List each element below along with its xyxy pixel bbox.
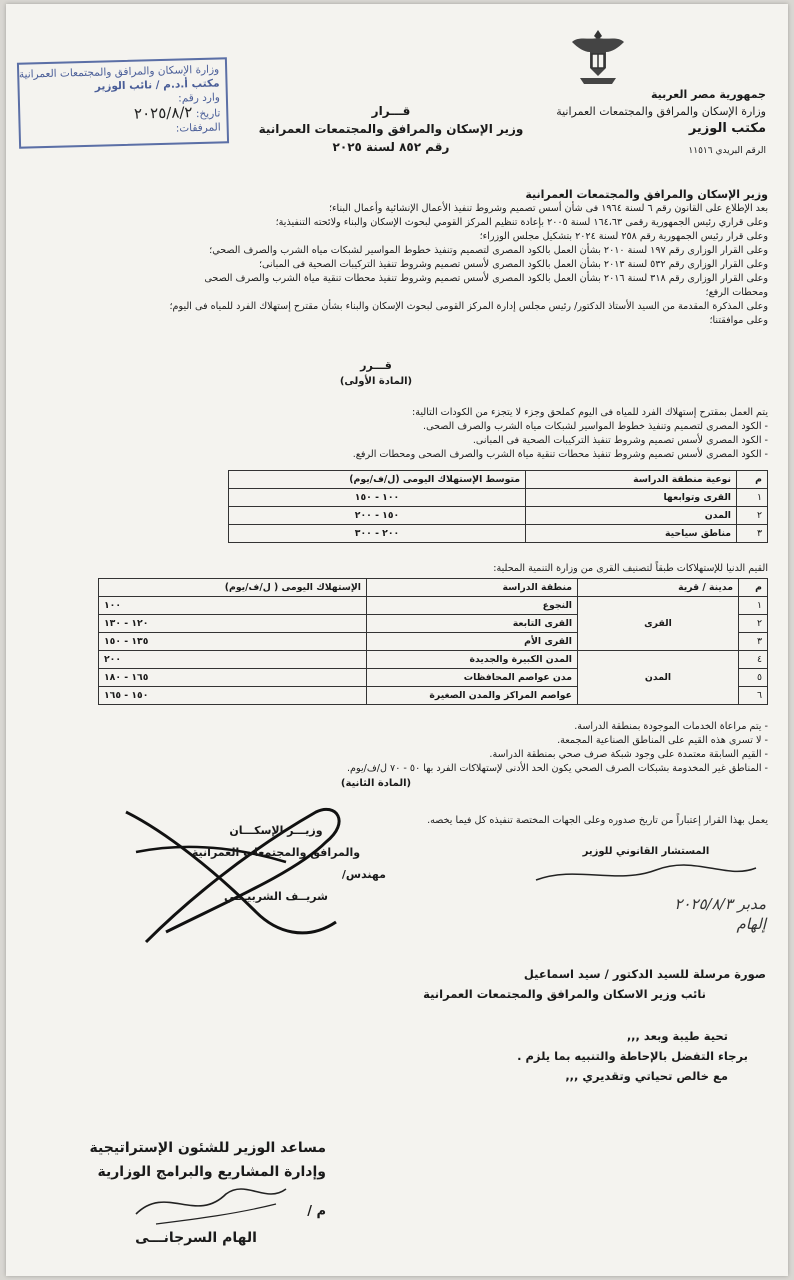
article1-body: [18, 406, 768, 462]
table-cell: القرى وتوابعها: [526, 489, 737, 507]
sender-prefix: م /: [307, 1204, 326, 1219]
table-header: منطقة الدراسة: [367, 579, 578, 597]
table-cell: ٥: [739, 669, 768, 687]
greeting: تحية طيبة وبعد ,,,: [626, 1029, 728, 1043]
engineer-prefix: مهندس/: [341, 868, 386, 881]
preamble-line: وعلى المذكرة المقدمة من السيد الأستاذ الدكتور/ رئيس مجلس إدارة المركز القومى لبحوث الإسكان والبناء بشأن مقترح إستهلاك الفرد للمياه فى اليوم؛: [169, 301, 768, 312]
incoming-stamp: [17, 57, 229, 148]
ministry-name: وزارة الإسكان والمرافق والمجتمعات العمرانية: [556, 105, 766, 118]
cover-copy-block: [423, 964, 766, 1004]
table-cell: مناطق سياحية: [526, 525, 737, 543]
article2-text: يعمل بهذا القرار إعتباراً من تاريخ صدوره وعلى الجهات المختصة تنفيذه كل فيما يخصه.: [427, 815, 768, 826]
regards: مع خالص تحياتي وتقديري ,,,: [565, 1069, 728, 1083]
document-page: [6, 4, 788, 1276]
handwritten-line: إلهام: [736, 915, 766, 933]
table-cell: المدن: [526, 507, 737, 525]
note-item: - القيم السابقة معتمدة على وجود شبكة صرف صحي بمنطقة الدراسة.: [489, 749, 768, 760]
village-classification-table: [98, 578, 768, 705]
table-row: [99, 651, 768, 669]
preamble-line: وعلى القرار الوزارى رقم ٣١٨ لسنة ٢٠١٦ بشأن العمل بالكود المصرى لأسس تصميم وشروط تنفيذ محطات تنقية مياة الشرب والصرف الصحى: [204, 273, 768, 284]
minister-title: وزيـــر الإسكـــان: [229, 824, 323, 837]
table-cell: ١٢٠ - ١٣٠: [99, 615, 367, 633]
table-cell: ١٦٥ - ١٨٠: [99, 669, 367, 687]
preamble-line: وعلى قرار رئيس الجمهورية رقم ٢٥٨ لسنة ٢٠٢٤ بتشكيل مجلس الوزراء؛: [479, 231, 768, 242]
sender-title: مساعد الوزير للشئون الإستراتيجية: [89, 1140, 326, 1156]
preamble: [18, 188, 768, 328]
table-header: متوسط الإستهلاك اليومى (ل/ف/يوم): [229, 471, 526, 489]
decided-heading: قـــرر: [360, 359, 392, 372]
table-cell: القرى التابعة: [367, 615, 578, 633]
minister-title: والمرافق والمجتمعات العمرانية: [191, 846, 361, 859]
stamp-line: مكتب أ.د.م / نائب الوزير: [94, 77, 220, 93]
sender-title: وإدارة المشاريع والبرامج الوزارية: [97, 1164, 326, 1180]
table-cell: ٦: [739, 687, 768, 705]
advisor-signature-icon: [526, 860, 766, 890]
stamp-line: تاريخ:: [195, 107, 221, 121]
preamble-line: ومحطات الرفع؛: [705, 287, 768, 298]
table2-intro: القيم الدنيا للإستهلاكات طبقاً لتصنيف القرى من وزارة التنمية المحلية:: [493, 563, 768, 574]
stamp-line: وارد رقم:: [178, 91, 221, 105]
table-group-cell: المدن: [578, 651, 739, 705]
table-cell: ٢٠٠: [99, 651, 367, 669]
table-cell: مدن عواصم المحافظات: [367, 669, 578, 687]
cover-body: [517, 1026, 748, 1086]
table-header: نوعية منطقة الدراسة: [526, 471, 737, 489]
table-cell: ٣: [737, 525, 768, 543]
table-cell: ١: [739, 597, 768, 615]
table-cell: عواصم المراكز والمدن الصغيرة: [367, 687, 578, 705]
country-name: جمهورية مصر العربية: [651, 88, 766, 101]
note-item: - لا تسرى هذه القيم على المناطق الصناعية المجمعة.: [557, 735, 768, 746]
letterhead: [556, 86, 766, 160]
copy-to: صورة مرسلة للسيد الدكتور / سيد اسماعيل: [523, 967, 766, 981]
table-header: م: [737, 471, 768, 489]
table-row: [99, 597, 768, 615]
preamble-line: وعلى القرار الوزارى رقم ١٩٧ لسنة ٢٠١٠ بشأن العمل بالكود المصرى لتصميم وتنفيذ خطوط المواسير لشبكات مياه الشرب والصرف الصحي؛: [209, 245, 768, 256]
postal-code: الرقم البريدي ١١٥١٦: [688, 146, 766, 156]
table-header: الإستهلاك اليومى ( ل/ف/يوم): [99, 579, 367, 597]
table-group-cell: القرى: [578, 597, 739, 651]
office-name: مكتب الوزير: [688, 121, 766, 136]
table-header: مدينة / قرية: [578, 579, 739, 597]
handwritten-note: [566, 894, 766, 934]
stamp-date: ٢٠٢٥/٨/٢: [133, 103, 193, 123]
sender-signature-icon: [126, 1174, 296, 1234]
table-cell: النجوع: [367, 597, 578, 615]
table-cell: ١: [737, 489, 768, 507]
copy-title: نائب وزير الاسكان والمرافق والمجتمعات العمرانية: [423, 987, 706, 1001]
table-cell: ٢: [737, 507, 768, 525]
request: برجاء التفضل بالإحاطة والتنبيه بما يلزم .: [517, 1049, 748, 1063]
table-row: [229, 507, 768, 525]
article1-title: (المادة الأولى): [339, 376, 413, 387]
stamp-line: المرفقات:: [175, 121, 221, 135]
handwritten-line: مدبر ٢٠٢٥/٨/٣: [674, 895, 766, 913]
consumption-table: [228, 470, 768, 543]
sender-name: الهام السرجانـــى: [135, 1230, 257, 1246]
preamble-line: وعلى القرار الوزارى رقم ٥٣٢ لسنة ٢٠١٣ بشأن العمل بالكود المصرى لأسس تصميم وشروط تنفيذ التركيبات الصحية فى المبانى؛: [258, 259, 768, 270]
code-item: - الكود المصرى لأسس تصميم وشروط تنفيذ التركيبات الصحية فى المبانى.: [472, 435, 768, 446]
notes: [18, 720, 768, 776]
table-cell: ١٠٠ - ١٥٠: [229, 489, 526, 507]
preamble-line: وعلى قراري رئيس الجمهورية رقمى ١٦٤،٦٣ لسنة ٢٠٠٥ بإعادة تنظيم المركز القومي لبحوث الإسكان والبناء ولائحته التنفيذية؛: [275, 217, 768, 228]
table-cell: المدن الكبيرة والجديدة: [367, 651, 578, 669]
table-row: [229, 525, 768, 543]
decree-label: قـــرار: [371, 104, 411, 118]
table-cell: ٤: [739, 651, 768, 669]
preamble-minister: وزير الإسكان والمرافق والمجتمعات العمرانية: [525, 188, 768, 201]
code-item: - الكود المصرى لتصميم وتنفيذ خطوط المواسير لشبكات مياه الشرب والصرف الصحى.: [423, 421, 768, 432]
table-row: [229, 489, 768, 507]
note-item: - المناطق غير المخدومة بشبكات الصرف الصحي يكون الحد الأدنى لإستهلاكات الفرد بها ٥٠ - ٧٠ ل/ف/يوم.: [347, 763, 768, 774]
table-cell: ١٥٠ - ٢٠٠: [229, 507, 526, 525]
table-header: م: [739, 579, 768, 597]
table-cell: ٣: [739, 633, 768, 651]
table-cell: ١٥٠ - ١٦٥: [99, 687, 367, 705]
stamp-line: وزارة الإسكان والمرافق والمجتمعات العمرانية: [18, 63, 220, 81]
preamble-line: بعد الإطلاع على القانون رقم ٦ لسنة ١٩٦٤ فى شأن أسس تصميم وشروط تنفيذ الأعمال الإنشائية وأعمال البناء؛: [328, 203, 768, 214]
table-cell: ١٣٥ - ١٥٠: [99, 633, 367, 651]
note-item: - يتم مراعاة الخدمات الموجودة بمنطقة الدراسة.: [574, 721, 768, 732]
minister-name: شريــف الشربيـنـي: [224, 890, 328, 903]
preamble-line: وعلى موافقتنا؛: [709, 315, 768, 326]
article1-intro: يتم العمل بمقترح إستهلاك الفرد للمياه فى اليوم كملحق وجزء لا يتجزء من الكودات التالية:: [412, 407, 768, 418]
table-cell: ٢: [739, 615, 768, 633]
article2-title: (المادة الثانية): [340, 778, 412, 789]
legal-advisor: المستشار القانوني للوزير: [582, 846, 710, 857]
eagle-emblem-icon: [570, 26, 626, 86]
minister-signature-block: [156, 820, 396, 908]
decree-heading: [256, 102, 526, 156]
decree-issuer: وزير الإسكان والمرافق والمجتمعات العمرانية: [258, 122, 524, 136]
table-cell: ٢٠٠ - ٣٠٠: [229, 525, 526, 543]
table-cell: القرى الأم: [367, 633, 578, 651]
code-item: - الكود المصرى لأسس تصميم وشروط تنفيذ محطات تنقية مياة الشرب والصرف الصحى ومحطات الرفع.: [352, 449, 768, 460]
decree-number: رقم ٨٥٢ لسنة ٢٠٢٥: [332, 140, 450, 154]
table-cell: ١٠٠: [99, 597, 367, 615]
